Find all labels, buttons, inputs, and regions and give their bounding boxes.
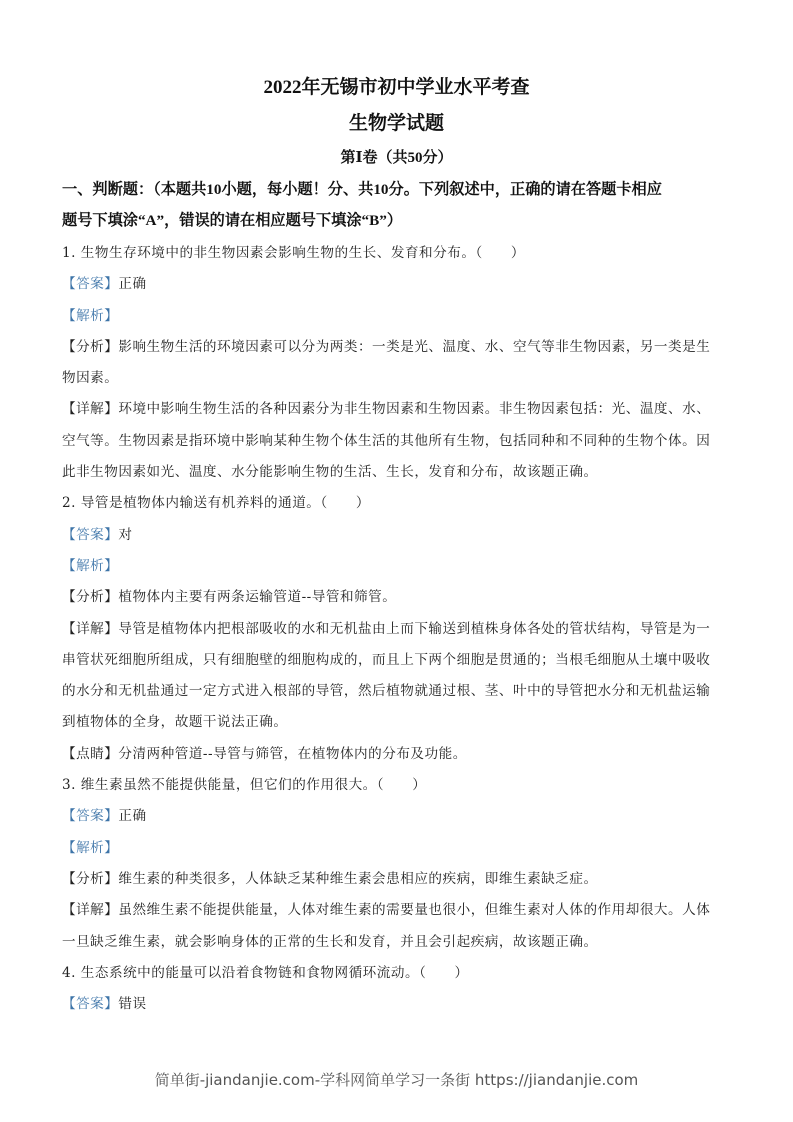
answer-label: 【解析】 <box>62 557 119 574</box>
line-text: 【分析】影响生物生活的环境因素可以分为两类：一类是光、温度、水、空气等非生物因素，另一类是生 <box>62 338 711 355</box>
line-text: 3. 维生素虽然不能提供能量，但它们的作用很大。（ ） <box>62 777 427 794</box>
line-text: 【详解】虽然维生素不能提供能量，人体对维生素的需要量也很小，但维生素对人体的作用却很大。人体 <box>62 902 711 919</box>
answer-label: 【答案】 <box>62 526 119 543</box>
text-line <box>62 582 742 613</box>
text-line <box>62 363 742 394</box>
footer-watermark: 简单街-jiandanjie.com-学科网简单学习一条街 https://jiandanjie.com <box>154 1071 639 1089</box>
text-line <box>62 833 742 864</box>
text-line <box>62 551 742 582</box>
line-text: 正确 <box>118 808 147 825</box>
section-heading <box>62 174 742 236</box>
text-line <box>62 895 742 926</box>
text-line <box>62 958 742 989</box>
text-line <box>62 426 742 457</box>
text-line <box>62 739 742 770</box>
answer-label: 【答案】 <box>62 996 119 1013</box>
line-text: 正确 <box>118 276 147 293</box>
text-line <box>62 238 742 269</box>
text-line <box>62 614 742 645</box>
text-line <box>62 301 742 332</box>
text-line <box>62 645 742 676</box>
line-text: 对 <box>118 526 133 543</box>
line-text: 【分析】植物体内主要有两条运输管道--导管和筛管。 <box>62 589 397 606</box>
text-line <box>62 457 742 488</box>
document-title: 2022年无锡市初中学业水平考查 <box>263 77 530 98</box>
volume-heading: 第Ⅰ卷（共50分） <box>340 150 453 166</box>
line-text: 物因素。 <box>62 370 119 387</box>
line-text: 【详解】环境中影响生物生活的各种因素分为非生物因素和生物因素。非生物因素包括：光、温度、水、 <box>62 401 711 418</box>
answer-label: 【答案】 <box>62 276 119 293</box>
line-text: 【点睛】分清两种管道--导管与筛管，在植物体内的分布及功能。 <box>62 745 467 762</box>
line-text: 到植物体的全身，故题干说法正确。 <box>62 714 288 731</box>
text-line <box>62 488 742 519</box>
text-line <box>62 676 742 707</box>
line-text: 的水分和无机盐通过一定方式进入根部的导管，然后植物就通过根、茎、叶中的导管把水分和无机盐运输 <box>62 683 711 700</box>
document-subtitle: 生物学试题 <box>348 113 444 134</box>
question-content <box>62 238 742 1020</box>
section-heading-line: 一、判断题：（本题共10小题，每小题！分、共10分。下列叙述中，正确的请在答题卡相应 <box>62 181 662 198</box>
line-text: 4. 生态系统中的能量可以沿着食物链和食物网循环流动。（ ） <box>62 964 469 981</box>
text-line <box>62 770 742 801</box>
line-text: 2. 导管是植物体内输送有机养料的通道。（ ） <box>62 495 370 512</box>
line-text: 空气等。生物因素是指环境中影响某种生物个体生活的其他所有生物，包括同种和不同种的生物个体。因 <box>62 432 711 449</box>
text-line <box>62 927 742 958</box>
text-line <box>62 801 742 832</box>
line-text: 1. 生物生存环境中的非生物因素会影响生物的生长、发育和分布。（ ） <box>62 245 525 261</box>
text-line <box>62 332 742 363</box>
answer-label: 【解析】 <box>62 307 119 324</box>
line-text: 一旦缺乏维生素，就会影响身体的正常的生长和发育，并且会引起疾病，故该题正确。 <box>62 933 598 950</box>
text-line <box>62 394 742 425</box>
line-text: 【分析】维生素的种类很多，人体缺乏某种维生素会患相应的疾病，即维生素缺乏症。 <box>62 870 598 887</box>
text-line <box>62 707 742 738</box>
answer-label: 【答案】 <box>62 808 119 825</box>
section-heading-line: 题号下填涂“A”，错误的请在相应题号下填涂“B”） <box>62 212 403 229</box>
text-line <box>62 864 742 895</box>
text-line <box>62 269 742 300</box>
text-line <box>62 520 742 551</box>
line-text: 【详解】导管是植物体内把根部吸收的水和无机盐由上而下输送到植株身体各处的管状结构，导管是为一 <box>62 620 711 637</box>
line-text: 串管状死细胞所组成，只有细胞壁的细胞构成的，而且上下两个细胞是贯通的；当根毛细胞从土壤中吸收 <box>62 651 711 668</box>
text-line <box>62 989 742 1020</box>
line-text: 错误 <box>118 996 147 1013</box>
answer-label: 【解析】 <box>62 839 119 856</box>
line-text: 此非生物因素如光、温度、水分能影响生物的生活、生长，发育和分布，故该题正确。 <box>62 464 598 481</box>
